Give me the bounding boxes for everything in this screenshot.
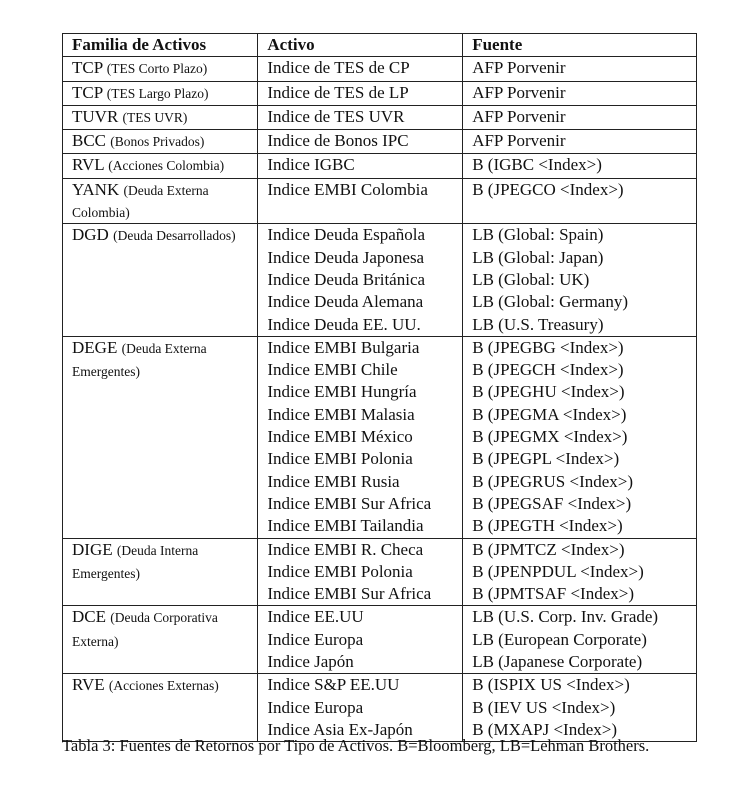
fuente-name: B (JPEGSAF <Index>) (472, 493, 632, 513)
activo-name: Indice EE.UU (267, 607, 364, 627)
header-fuente: Fuente (463, 34, 697, 57)
activo-cell (258, 178, 463, 224)
activo-cell (258, 57, 463, 81)
fuente-name: B (IEV US <Index>) (472, 697, 616, 717)
fuente-name: B (IGBC <Index>) (472, 155, 602, 175)
activo-cell (258, 105, 463, 129)
table-row (63, 538, 697, 606)
fuente-name: LB (Global: UK) (472, 269, 590, 289)
family-description: (Deuda Desarrollados) (113, 228, 236, 244)
family-cell (63, 105, 258, 129)
fuente-name: B (MXAPJ <Index>) (472, 719, 617, 739)
fuente-name: AFP Porvenir (472, 131, 566, 151)
activo-name: Indice Europa (267, 629, 364, 649)
family-cell (63, 81, 258, 105)
family-cell (63, 224, 258, 336)
fuente-cell (463, 224, 697, 336)
fuente-name: B (JPEGTH <Index>) (472, 516, 623, 536)
activo-name: Indice de Bonos IPC (267, 131, 409, 151)
family-code: DEGE (72, 337, 118, 357)
activo-cell (258, 606, 463, 674)
activo-name: Indice EMBI Sur Africa (267, 493, 432, 513)
activo-name: Indice EMBI Colombia (267, 179, 428, 199)
fuente-name: B (JPEGHU <Index>) (472, 382, 625, 402)
activo-name: Indice Deuda Británica (267, 269, 426, 289)
table-row (63, 105, 697, 129)
fuente-name: LB (European Corporate) (472, 629, 647, 649)
activo-name: Indice Deuda Alemana (267, 292, 424, 312)
fuente-name: LB (Global: Spain) (472, 225, 604, 245)
activo-name: Indice EMBI Bulgaria (267, 337, 420, 357)
fuente-name: B (JPENPDUL <Index>) (472, 561, 644, 581)
family-description: (TES UVR) (122, 109, 188, 125)
fuente-name: B (JPMTCZ <Index>) (472, 539, 625, 559)
family-cell (63, 57, 258, 81)
fuente-name: AFP Porvenir (472, 58, 566, 78)
activo-name: Indice de TES de CP (267, 58, 410, 78)
fuente-name: B (ISPIX US <Index>) (472, 675, 630, 695)
table-body (63, 57, 697, 742)
activo-name: Indice Asia Ex-Japón (267, 719, 413, 739)
fuente-cell (463, 336, 697, 538)
activo-name: Indice Japón (267, 652, 354, 672)
family-description: (Deuda Corporativa Externa) (72, 610, 218, 649)
activo-name: Indice Deuda Española (267, 225, 426, 245)
fuente-name: LB (Global: Germany) (472, 292, 628, 312)
table-row (63, 178, 697, 224)
family-code: DCE (72, 607, 106, 627)
activo-name: Indice EMBI Hungría (267, 382, 417, 402)
activo-name: Indice EMBI Rusia (267, 471, 400, 491)
family-cell (63, 154, 258, 178)
family-description: (Bonos Privados) (110, 134, 205, 150)
header-row (63, 34, 697, 57)
family-description: (Deuda Externa Emergentes) (72, 340, 207, 380)
table-row (63, 81, 697, 105)
fuente-name: AFP Porvenir (472, 106, 566, 126)
family-cell (63, 674, 258, 742)
family-cell (63, 606, 258, 674)
activo-cell (258, 130, 463, 154)
activo-name: Indice EMBI Sur Africa (267, 584, 432, 604)
family-code: DIGE (72, 539, 113, 559)
activo-name: Indice de TES de LP (267, 82, 409, 102)
activo-name: Indice EMBI Polonia (267, 561, 413, 581)
table-row (63, 130, 697, 154)
family-code: TUVR (72, 106, 119, 126)
family-code: RVE (72, 675, 105, 695)
family-cell (63, 336, 258, 538)
activo-name: Indice S&P EE.UU (267, 675, 400, 695)
fuente-name: B (JPMTSAF <Index>) (472, 584, 635, 604)
fuente-name: AFP Porvenir (472, 82, 566, 102)
fuente-name: B (JPEGMX <Index>) (472, 427, 628, 447)
family-cell (63, 178, 258, 224)
family-description: (Deuda Externa Colombia) (72, 182, 209, 221)
activo-cell (258, 336, 463, 538)
activo-name: Indice EMBI Chile (267, 360, 398, 380)
table-row (63, 336, 697, 538)
fuente-name: B (JPEGCO <Index>) (472, 179, 624, 199)
table-row (63, 674, 697, 742)
family-code: TCP (72, 58, 103, 78)
table-row (63, 57, 697, 81)
header-familia: Familia de Activos (63, 34, 258, 57)
family-code: RVL (72, 155, 105, 175)
fuente-name: B (JPEGMA <Index>) (472, 404, 627, 424)
fuente-name: LB (U.S. Treasury) (472, 314, 604, 334)
family-code: YANK (72, 179, 120, 199)
activo-name: Indice EMBI Polonia (267, 449, 413, 469)
table-row (63, 224, 697, 336)
activo-cell (258, 81, 463, 105)
activo-name: Indice IGBC (267, 155, 355, 175)
activo-name: Indice EMBI México (267, 427, 413, 447)
activo-cell (258, 154, 463, 178)
family-description: (Acciones Externas) (108, 678, 219, 694)
family-description: (Acciones Colombia) (108, 158, 225, 174)
activo-name: Indice EMBI Tailandia (267, 516, 424, 536)
fuente-cell (463, 81, 697, 105)
fuente-name: LB (Japanese Corporate) (472, 652, 643, 672)
fuente-cell (463, 674, 697, 742)
fuente-cell (463, 130, 697, 154)
fuente-name: LB (U.S. Corp. Inv. Grade) (472, 607, 659, 627)
family-description: (Deuda Interna Emergentes) (72, 542, 199, 581)
fuente-cell (463, 538, 697, 606)
family-cell (63, 538, 258, 606)
family-code: DGD (72, 225, 109, 245)
header-activo: Activo (258, 34, 463, 57)
fuente-cell (463, 105, 697, 129)
activo-name: Indice Deuda EE. UU. (267, 314, 421, 334)
family-description: (TES Largo Plazo) (106, 85, 209, 101)
family-description: (TES Corto Plazo) (106, 61, 208, 77)
activo-name: Indice de TES UVR (267, 106, 405, 126)
family-code: BCC (72, 131, 107, 151)
fuente-cell (463, 178, 697, 224)
fuente-name: B (JPEGBG <Index>) (472, 337, 624, 357)
table-row (63, 154, 697, 178)
fuente-name: B (JPEGRUS <Index>) (472, 471, 634, 491)
table-caption: Tabla 3: Fuentes de Retornos por Tipo de Activos. B=Bloomberg, LB=Lehman Brothers. (62, 736, 650, 755)
activo-cell (258, 674, 463, 742)
activo-name: Indice EMBI Malasia (267, 404, 415, 424)
fuente-cell (463, 154, 697, 178)
family-code: TCP (72, 82, 103, 102)
table-row (63, 606, 697, 674)
sources-table (62, 33, 697, 742)
fuente-name: LB (Global: Japan) (472, 247, 604, 267)
activo-name: Indice Europa (267, 697, 364, 717)
fuente-name: B (JPEGCH <Index>) (472, 360, 624, 380)
family-cell (63, 130, 258, 154)
fuente-name: B (JPEGPL <Index>) (472, 449, 620, 469)
activo-name: Indice EMBI R. Checa (267, 539, 424, 559)
fuente-cell (463, 57, 697, 81)
activo-cell (258, 538, 463, 606)
activo-cell (258, 224, 463, 336)
fuente-cell (463, 606, 697, 674)
activo-name: Indice Deuda Japonesa (267, 247, 425, 267)
